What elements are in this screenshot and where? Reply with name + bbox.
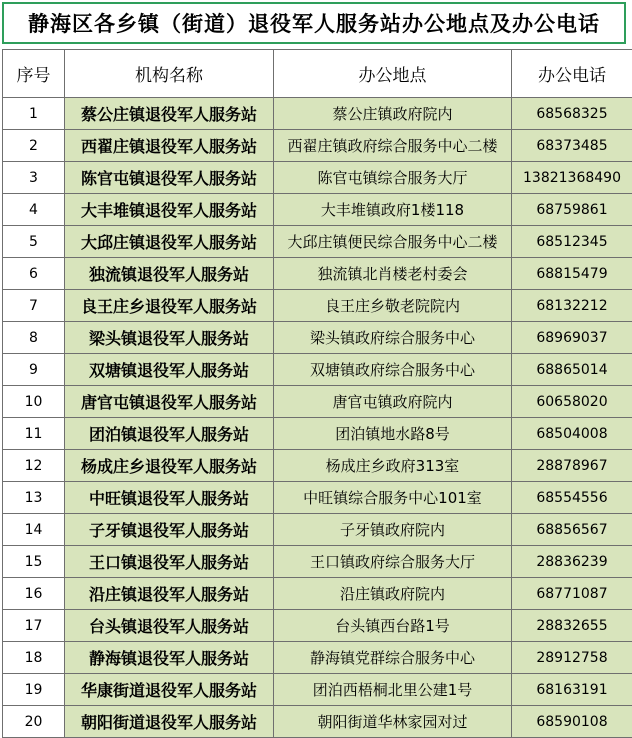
row-phone: 68771087: [512, 578, 632, 610]
row-address: 子牙镇政府院内: [274, 514, 512, 546]
row-name: 蔡公庄镇退役军人服务站: [65, 98, 274, 130]
row-phone: 68163191: [512, 674, 632, 706]
row-address: 大邱庄镇便民综合服务中心二楼: [274, 226, 512, 258]
row-name: 王口镇退役军人服务站: [65, 546, 274, 578]
table-row: [3, 162, 632, 194]
row-no: 5: [3, 226, 65, 258]
page-title: 静海区各乡镇（街道）退役军人服务站办公地点及办公电话: [2, 2, 626, 44]
table-row: [3, 322, 632, 354]
row-phone: 68373485: [512, 130, 632, 162]
row-phone: 68512345: [512, 226, 632, 258]
row-no: 6: [3, 258, 65, 290]
row-address: 陈官屯镇综合服务大厅: [274, 162, 512, 194]
row-phone: 68132212: [512, 290, 632, 322]
row-address: 梁头镇政府综合服务中心: [274, 322, 512, 354]
header-address: 办公地点: [274, 50, 512, 98]
row-name: 西翟庄镇退役军人服务站: [65, 130, 274, 162]
header-no: 序号: [3, 50, 65, 98]
table-row: [3, 514, 632, 546]
table-row: [3, 610, 632, 642]
row-name: 朝阳街道退役军人服务站: [65, 706, 274, 738]
row-phone: 68856567: [512, 514, 632, 546]
table-row: [3, 194, 632, 226]
row-phone: 28878967: [512, 450, 632, 482]
table-row: [3, 482, 632, 514]
row-no: 13: [3, 482, 65, 514]
table-row: [3, 226, 632, 258]
row-address: 大丰堆镇政府1楼118: [274, 194, 512, 226]
row-phone: 68554556: [512, 482, 632, 514]
row-no: 11: [3, 418, 65, 450]
row-name: 陈官屯镇退役军人服务站: [65, 162, 274, 194]
row-phone: 13821368490: [512, 162, 632, 194]
row-phone: 28832655: [512, 610, 632, 642]
table-row: [3, 354, 632, 386]
table-header-row: [3, 50, 632, 98]
table-row: [3, 546, 632, 578]
row-address: 良王庄乡敬老院院内: [274, 290, 512, 322]
row-name: 沿庄镇退役军人服务站: [65, 578, 274, 610]
row-address: 中旺镇综合服务中心101室: [274, 482, 512, 514]
header-phone: 办公电话: [512, 50, 632, 98]
row-no: 15: [3, 546, 65, 578]
row-address: 独流镇北肖楼老村委会: [274, 258, 512, 290]
table-row: [3, 642, 632, 674]
row-name: 大邱庄镇退役军人服务站: [65, 226, 274, 258]
row-phone: 68815479: [512, 258, 632, 290]
table-row: [3, 386, 632, 418]
table-row: [3, 450, 632, 482]
table-row: [3, 706, 632, 738]
table-row: [3, 578, 632, 610]
row-phone: 60658020: [512, 386, 632, 418]
table-row: [3, 258, 632, 290]
row-phone: 68590108: [512, 706, 632, 738]
row-name: 梁头镇退役军人服务站: [65, 322, 274, 354]
row-name: 静海镇退役军人服务站: [65, 642, 274, 674]
table-row: [3, 674, 632, 706]
row-name: 中旺镇退役军人服务站: [65, 482, 274, 514]
row-address: 蔡公庄镇政府院内: [274, 98, 512, 130]
row-no: 14: [3, 514, 65, 546]
row-phone: 28836239: [512, 546, 632, 578]
row-address: 王口镇政府综合服务大厅: [274, 546, 512, 578]
row-no: 1: [3, 98, 65, 130]
row-address: 朝阳街道华林家园对过: [274, 706, 512, 738]
row-name: 华康街道退役军人服务站: [65, 674, 274, 706]
table-row: [3, 418, 632, 450]
row-no: 10: [3, 386, 65, 418]
row-phone: 68969037: [512, 322, 632, 354]
row-no: 7: [3, 290, 65, 322]
table-row: [3, 98, 632, 130]
row-address: 台头镇西台路1号: [274, 610, 512, 642]
row-no: 12: [3, 450, 65, 482]
row-no: 20: [3, 706, 65, 738]
stations-table: [2, 49, 632, 738]
table-row: [3, 290, 632, 322]
row-address: 唐官屯镇政府院内: [274, 386, 512, 418]
table-row: [3, 130, 632, 162]
row-phone: 28912758: [512, 642, 632, 674]
row-address: 团泊镇地水路8号: [274, 418, 512, 450]
row-address: 静海镇党群综合服务中心: [274, 642, 512, 674]
row-phone: 68759861: [512, 194, 632, 226]
row-phone: 68504008: [512, 418, 632, 450]
row-no: 16: [3, 578, 65, 610]
row-name: 良王庄乡退役军人服务站: [65, 290, 274, 322]
row-no: 4: [3, 194, 65, 226]
row-address: 沿庄镇政府院内: [274, 578, 512, 610]
row-name: 独流镇退役军人服务站: [65, 258, 274, 290]
row-address: 西翟庄镇政府综合服务中心二楼: [274, 130, 512, 162]
row-name: 子牙镇退役军人服务站: [65, 514, 274, 546]
row-address: 双塘镇政府综合服务中心: [274, 354, 512, 386]
row-name: 双塘镇退役军人服务站: [65, 354, 274, 386]
row-name: 团泊镇退役军人服务站: [65, 418, 274, 450]
header-name: 机构名称: [65, 50, 274, 98]
row-no: 17: [3, 610, 65, 642]
row-no: 3: [3, 162, 65, 194]
row-no: 19: [3, 674, 65, 706]
row-name: 大丰堆镇退役军人服务站: [65, 194, 274, 226]
row-address: 团泊西梧桐北里公建1号: [274, 674, 512, 706]
row-name: 杨成庄乡退役军人服务站: [65, 450, 274, 482]
row-name: 台头镇退役军人服务站: [65, 610, 274, 642]
row-no: 2: [3, 130, 65, 162]
row-no: 8: [3, 322, 65, 354]
row-no: 18: [3, 642, 65, 674]
row-phone: 68865014: [512, 354, 632, 386]
row-no: 9: [3, 354, 65, 386]
row-name: 唐官屯镇退役军人服务站: [65, 386, 274, 418]
row-phone: 68568325: [512, 98, 632, 130]
row-address: 杨成庄乡政府313室: [274, 450, 512, 482]
